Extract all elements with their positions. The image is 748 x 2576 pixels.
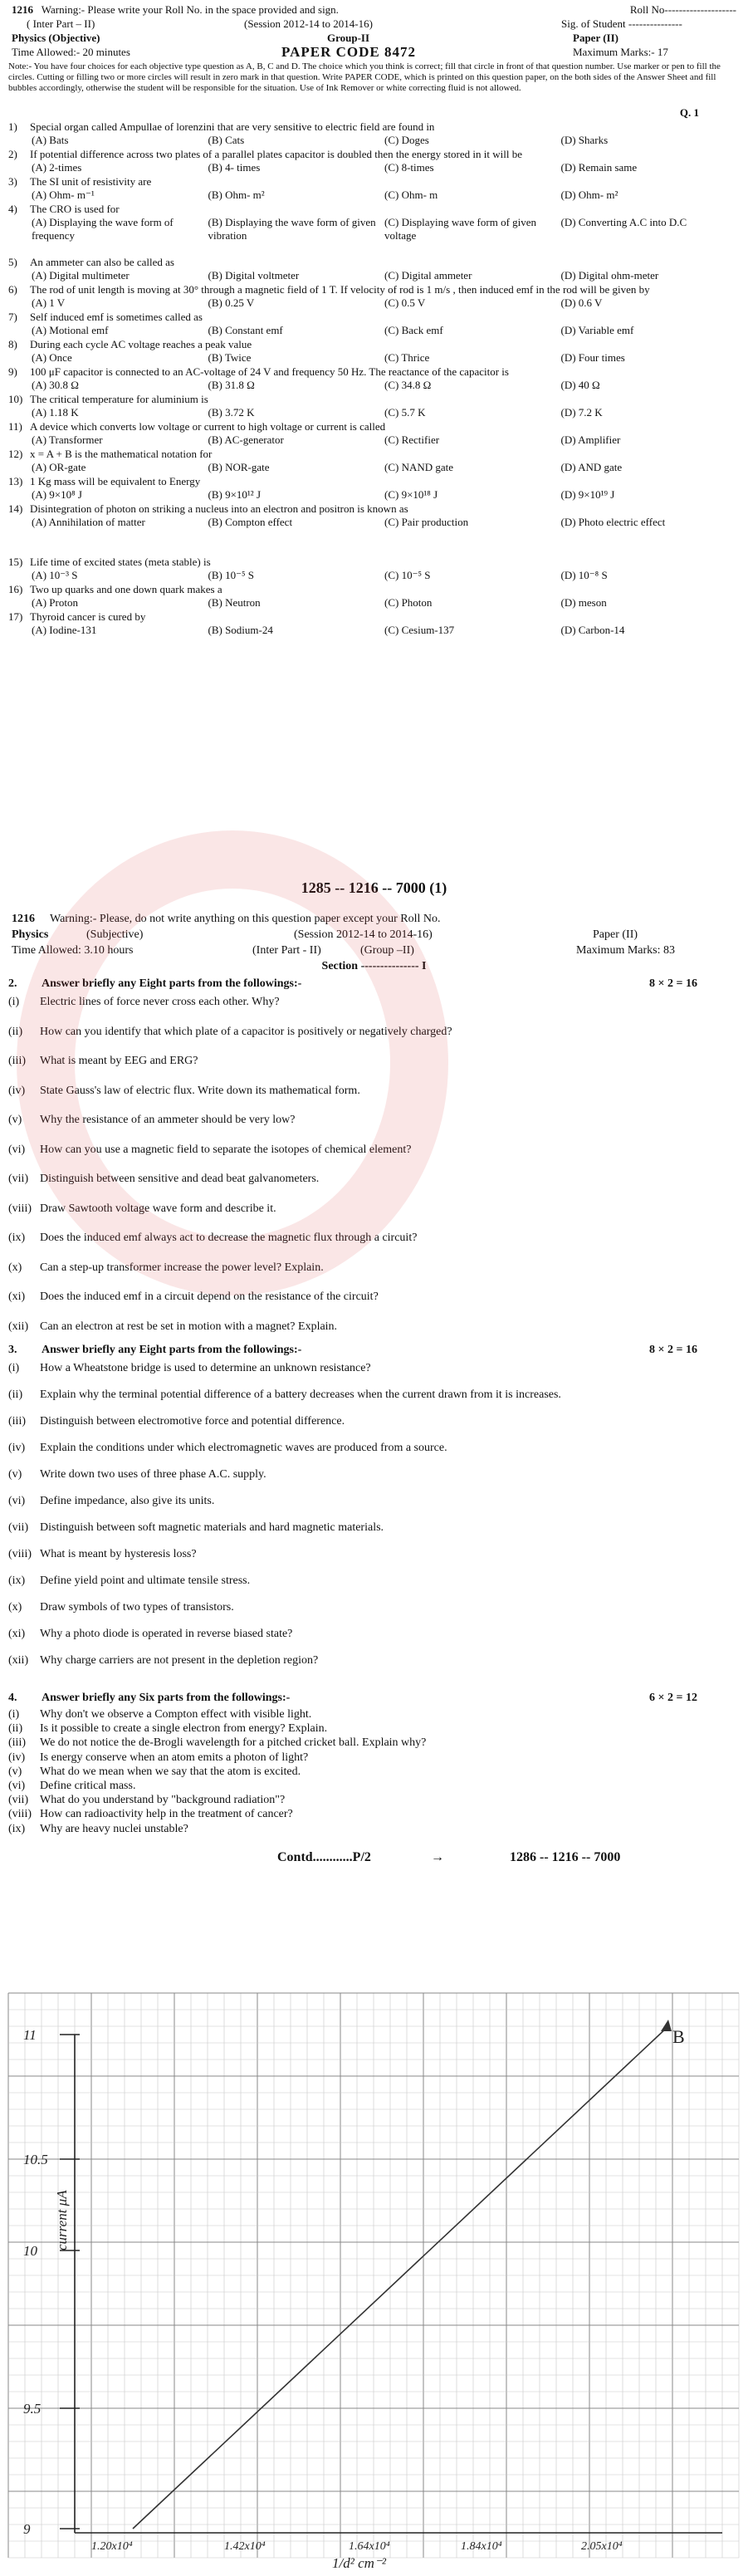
objective-question bbox=[8, 256, 739, 269]
part-number: (x) bbox=[8, 1261, 22, 1274]
question-part bbox=[8, 1721, 739, 1736]
part-text: Why a photo diode is operated in reverse biased state? bbox=[40, 1628, 293, 1640]
question-part bbox=[8, 1707, 739, 1721]
question-3-instruction: Answer briefly any Eight parts from the followings:- bbox=[42, 1344, 302, 1356]
paper2-group: (Group –II) bbox=[360, 944, 414, 957]
part-text: State Gauss's law of electric flux. Write down its mathematical form. bbox=[40, 1084, 360, 1097]
question-part bbox=[8, 1320, 739, 1334]
answer-option: (D) Converting A.C into D.C bbox=[560, 216, 687, 228]
answer-option: (D) Carbon-14 bbox=[560, 624, 625, 636]
question-part bbox=[8, 1574, 739, 1588]
part-number: (ii) bbox=[8, 1025, 23, 1038]
part-number: (v) bbox=[8, 1114, 22, 1126]
answer-option: (D) 9×10¹⁹ J bbox=[560, 488, 615, 501]
question-text: The CRO is used for bbox=[30, 203, 120, 215]
answer-option: (C) Photon bbox=[384, 596, 433, 609]
part-number: (i) bbox=[8, 1708, 20, 1721]
part-number: (iii) bbox=[8, 1415, 26, 1428]
part-number: (xii) bbox=[8, 1654, 29, 1667]
answer-options bbox=[32, 569, 737, 582]
answer-option: (C) Thrice bbox=[384, 351, 430, 364]
answer-option: (D) Digital ohm-meter bbox=[560, 269, 659, 282]
question-4-heading bbox=[8, 1691, 739, 1705]
answer-option: (C) 34.8 Ω bbox=[384, 379, 432, 391]
section-title: Section --------------- I bbox=[321, 960, 427, 972]
question-number: 1) bbox=[8, 120, 17, 133]
x-axis-label: 1/d² cm⁻² bbox=[332, 2555, 386, 2570]
part-text: Does the induced emf always act to decrease the magnetic flux through a circuit? bbox=[40, 1232, 418, 1244]
paper2-paper-label: Paper (II) bbox=[593, 928, 638, 941]
question-text: The critical temperature for aluminium is bbox=[30, 393, 208, 405]
paper2-time: Time Allowed: 3.10 hours bbox=[12, 944, 134, 957]
answer-options bbox=[32, 461, 737, 474]
answer-option: (C) Cesium-137 bbox=[384, 624, 455, 636]
answer-options bbox=[32, 189, 737, 202]
answer-option: (B) AC-generator bbox=[208, 433, 284, 446]
question-number: 4) bbox=[8, 203, 17, 215]
question-part bbox=[8, 1793, 739, 1807]
part-number: (vi) bbox=[8, 1780, 26, 1792]
question-part bbox=[8, 1779, 739, 1793]
answer-option: (C) 8-times bbox=[384, 161, 434, 174]
objective-question bbox=[8, 283, 739, 296]
objective-question bbox=[8, 365, 739, 379]
paper2-subjective: (Subjective) bbox=[86, 928, 144, 941]
question-part bbox=[8, 1290, 739, 1304]
paper2-session: (Session 2012-14 to 2014-16) bbox=[294, 928, 433, 941]
answer-option: (A) Ohm- m⁻¹ bbox=[32, 189, 95, 201]
plot-line bbox=[133, 2026, 668, 2529]
answer-option: (B) Cats bbox=[208, 134, 245, 146]
part-number: (vi) bbox=[8, 1495, 26, 1507]
answer-option: (B) Constant emf bbox=[208, 324, 283, 336]
answer-option: (A) 1.18 K bbox=[32, 406, 79, 419]
answer-option: (A) Transformer bbox=[32, 433, 103, 446]
answer-options bbox=[32, 269, 737, 282]
answer-option: (A) Digital multimeter bbox=[32, 269, 130, 282]
answer-option: (D) 0.6 V bbox=[560, 296, 603, 309]
answer-options bbox=[32, 296, 737, 310]
question-part bbox=[8, 1547, 739, 1561]
answer-options bbox=[32, 379, 737, 392]
answer-option: (C) 9×10¹⁸ J bbox=[384, 488, 438, 501]
paper2-inter-part: (Inter Part - II) bbox=[252, 944, 321, 957]
x-tick-label: 2.05x10⁴ bbox=[581, 2540, 623, 2553]
question-1-label: Q. 1 bbox=[679, 106, 699, 119]
paper-1-footer: 1285 -- 1216 -- 7000 (1) bbox=[301, 879, 447, 896]
part-text: Distinguish between electromotive force and potential difference. bbox=[40, 1415, 345, 1428]
answer-option: (A) Annihilation of matter bbox=[32, 516, 145, 528]
question-part bbox=[8, 1653, 739, 1668]
question-number: 15) bbox=[8, 556, 23, 568]
question-number: 10) bbox=[8, 393, 23, 405]
question-text: 100 μF capacitor is connected to an AC-voltage of 24 V and frequency 50 Hz. The reactance of the capacitor is bbox=[30, 365, 509, 378]
question-text: Self induced emf is sometimes called as bbox=[30, 311, 203, 323]
part-text: Draw symbols of two types of transistors. bbox=[40, 1601, 234, 1614]
question-part bbox=[8, 1441, 739, 1455]
answer-option: (D) Remain same bbox=[560, 161, 638, 174]
question-text: Two up quarks and one down quark makes a bbox=[30, 583, 222, 595]
answer-options bbox=[32, 488, 737, 502]
graph-paper bbox=[0, 1976, 748, 2570]
answer-options bbox=[32, 324, 737, 337]
objective-question bbox=[8, 393, 739, 406]
question-number: 8) bbox=[8, 338, 17, 350]
answer-option: (B) Twice bbox=[208, 351, 252, 364]
answer-option: (C) NAND gate bbox=[384, 461, 454, 473]
answer-option: (A) Proton bbox=[32, 596, 78, 609]
y-axis-label: current μA bbox=[54, 2190, 70, 2250]
y-tick-label: 9 bbox=[23, 2521, 31, 2537]
question-3-number: 3. bbox=[8, 1344, 17, 1356]
question-number: 6) bbox=[8, 283, 17, 296]
part-number: (i) bbox=[8, 1362, 20, 1374]
objective-question bbox=[8, 148, 739, 161]
question-number: 14) bbox=[8, 502, 23, 515]
part-number: (xii) bbox=[8, 1320, 29, 1333]
part-text: Can a step-up transformer increase the power level? Explain. bbox=[40, 1261, 324, 1274]
question-number: 12) bbox=[8, 448, 23, 460]
answer-option: (D) 7.2 K bbox=[560, 406, 603, 419]
part-text: How a Wheatstone bridge is used to determine an unknown resistance? bbox=[40, 1362, 371, 1374]
paper2-subject: Physics bbox=[12, 928, 49, 941]
question-text: Thyroid cancer is cured by bbox=[30, 610, 146, 623]
y-tick-label: 10 bbox=[23, 2243, 37, 2259]
answer-option: (A) Once bbox=[32, 351, 72, 364]
objective-question bbox=[8, 203, 739, 216]
header-row-1 bbox=[12, 3, 736, 17]
answer-option: (C) Doges bbox=[384, 134, 429, 146]
answer-option: (B) NOR-gate bbox=[208, 461, 270, 473]
question-text: Special organ called Ampullae of lorenzini that are very sensitive to electric field are found in bbox=[30, 120, 435, 133]
answer-option: (C) Displaying wave form of given voltage bbox=[384, 216, 537, 242]
part-text: Why don't we observe a Compton effect with visible light. bbox=[40, 1708, 312, 1721]
question-text: During each cycle AC voltage reaches a peak value bbox=[30, 338, 252, 350]
objective-question bbox=[8, 448, 739, 461]
objective-question bbox=[8, 338, 739, 351]
part-number: (iv) bbox=[8, 1084, 26, 1097]
part-number: (vi) bbox=[8, 1143, 26, 1156]
question-number: 2) bbox=[8, 148, 17, 160]
objective-question bbox=[8, 610, 739, 624]
answer-option: (A) Motional emf bbox=[32, 324, 109, 336]
answer-option: (A) Iodine-131 bbox=[32, 624, 97, 636]
answer-option: (A) Displaying the wave form of frequency bbox=[32, 216, 174, 242]
part-number: (x) bbox=[8, 1601, 22, 1614]
answer-option: (C) Back emf bbox=[384, 324, 443, 336]
x-tick-label: 1.20x10⁴ bbox=[91, 2540, 133, 2553]
question-text: The rod of unit length is moving at 30° through a magnetic field of 1 T. If velocity of rod is 1 m/s , then induced emf in the rod will be given by bbox=[30, 283, 650, 296]
question-part bbox=[8, 1414, 739, 1428]
y-tick-label: 10.5 bbox=[23, 2152, 48, 2167]
question-number: 5) bbox=[8, 256, 17, 268]
arrow-icon: → bbox=[431, 1850, 444, 1864]
part-text: Explain the conditions under which electromagnetic waves are produced from a source. bbox=[40, 1442, 447, 1454]
part-text: Define critical mass. bbox=[40, 1780, 136, 1792]
session: (Session 2012-14 to 2014-16) bbox=[244, 17, 373, 30]
question-text: A device which converts low voltage or current to high voltage or current is called bbox=[30, 420, 386, 433]
continued-text: Contd............P/2 bbox=[277, 1850, 371, 1864]
part-number: (i) bbox=[8, 996, 20, 1008]
part-text: What do you understand by "background radiation"? bbox=[40, 1794, 286, 1807]
question-part bbox=[8, 1627, 739, 1641]
part-text: What do we mean when we say that the atom is excited. bbox=[40, 1765, 301, 1778]
watermark-logo bbox=[17, 830, 448, 1295]
part-number: (ix) bbox=[8, 1574, 26, 1587]
answer-option: (B) Neutron bbox=[208, 596, 261, 609]
answer-options bbox=[32, 161, 737, 174]
question-part bbox=[8, 1736, 739, 1750]
question-4-number: 4. bbox=[8, 1692, 17, 1704]
question-number: 13) bbox=[8, 475, 23, 487]
answer-option: (C) 10⁻⁵ S bbox=[384, 569, 431, 581]
question-number: 17) bbox=[8, 610, 23, 623]
objective-question bbox=[8, 583, 739, 596]
answer-options bbox=[32, 406, 737, 419]
answer-option: (D) meson bbox=[560, 596, 607, 609]
question-part bbox=[8, 1751, 739, 1765]
objective-question bbox=[8, 556, 739, 569]
part-number: (iii) bbox=[8, 1055, 26, 1067]
x-tick-label: 1.42x10⁴ bbox=[224, 2540, 266, 2553]
question-part bbox=[8, 1807, 739, 1821]
subject: Physics (Objective) bbox=[12, 32, 100, 44]
group: Group-II bbox=[327, 32, 370, 44]
part-text: What is meant by EEG and ERG? bbox=[40, 1055, 198, 1067]
roll-no-field: Roll No-------------------- bbox=[629, 3, 736, 16]
answer-option: (B) 4- times bbox=[208, 161, 261, 174]
answer-option: (A) 1 V bbox=[32, 296, 66, 309]
question-number: 7) bbox=[8, 311, 17, 323]
question-part bbox=[8, 1765, 739, 1779]
question-part bbox=[8, 1521, 739, 1535]
inter-part: ( Inter Part – II) bbox=[27, 17, 95, 30]
question-number: 9) bbox=[8, 365, 17, 378]
graph-grid bbox=[8, 1993, 739, 2558]
question-number: 16) bbox=[8, 583, 23, 595]
answer-option: (A) 2-times bbox=[32, 161, 82, 174]
question-part bbox=[8, 1361, 739, 1375]
part-number: (ii) bbox=[8, 1722, 23, 1736]
answer-option: (C) 0.5 V bbox=[384, 296, 426, 309]
paper2-warning: Warning:- Please, do not write anything on this question paper except your Roll No. bbox=[50, 913, 441, 925]
paper-number: 1216 bbox=[12, 3, 33, 16]
part-number: (xi) bbox=[8, 1628, 26, 1640]
answer-options bbox=[32, 216, 737, 242]
question-part bbox=[8, 1494, 739, 1508]
answer-options bbox=[32, 516, 737, 529]
part-text: Draw Sawtooth voltage wave form and describe it. bbox=[40, 1202, 276, 1215]
part-text: Is it possible to create a single electron from energy? Explain. bbox=[40, 1722, 328, 1736]
part-number: (vii) bbox=[8, 1521, 29, 1534]
part-text: Distinguish between soft magnetic materials and hard magnetic materials. bbox=[40, 1521, 384, 1534]
answer-option: (B) Digital voltmeter bbox=[208, 269, 300, 282]
answer-options bbox=[32, 624, 737, 637]
question-2-marks: 8 × 2 = 16 bbox=[649, 977, 697, 990]
part-text: Explain why the terminal potential difference of a battery decreases when the current drawn from it is increases. bbox=[40, 1388, 561, 1401]
question-part bbox=[8, 1467, 739, 1481]
answer-option: (D) Ohm- m² bbox=[560, 189, 618, 201]
question-4-marks: 6 × 2 = 12 bbox=[649, 1692, 697, 1704]
paper2-number: 1216 bbox=[12, 913, 35, 925]
question-number: 3) bbox=[8, 175, 17, 188]
part-number: (vii) bbox=[8, 1794, 29, 1807]
answer-option: (D) AND gate bbox=[560, 461, 623, 473]
answer-option: (C) Ohm- m bbox=[384, 189, 438, 201]
objective-question bbox=[8, 475, 739, 488]
part-number: (iv) bbox=[8, 1751, 26, 1764]
arrowhead-icon bbox=[661, 2020, 672, 2031]
answer-options bbox=[32, 433, 737, 447]
part-text: Define impedance, also give its units. bbox=[40, 1495, 215, 1507]
objective-question bbox=[8, 175, 739, 189]
max-marks: Maximum Marks:- 17 bbox=[573, 46, 668, 58]
part-text: Is energy conserve when an atom emits a photon of light? bbox=[40, 1751, 309, 1764]
part-number: (viii) bbox=[8, 1548, 32, 1560]
part-number: (ix) bbox=[8, 1822, 26, 1835]
answer-option: (D) Amplifier bbox=[560, 433, 621, 446]
part-text: Why are heavy nuclei unstable? bbox=[40, 1822, 188, 1835]
question-part bbox=[8, 1388, 739, 1402]
part-text: How can radioactivity help in the treatment of cancer? bbox=[40, 1808, 293, 1821]
answer-option: (B) Compton effect bbox=[208, 516, 293, 528]
answer-options bbox=[32, 596, 737, 610]
instructions-note: Note:- You have four choices for each objective type question as A, B, C and D. The choice which you think is correct; fill that circle in front of that question number. Use marker or pen to fill the circles. Cutting or filling two or more circles will result in zero mark in that question. Write PAPER CODE, which is printed on this question paper, on the both sides of the Answer Sheet and fill bubbles accordingly, otherwise the student will be responsible for the situation. Use of Ink Remover or white correcting fluid is not allowed. bbox=[8, 61, 721, 93]
question-2-instruction: Answer briefly any Eight parts from the followings:- bbox=[42, 977, 302, 990]
question-part bbox=[8, 1600, 739, 1614]
y-tick-labels bbox=[23, 2027, 80, 2537]
answer-option: (A) Bats bbox=[32, 134, 69, 146]
question-text: Disintegration of photon on striking a nucleus into an electron and positron is known as bbox=[30, 502, 408, 515]
answer-option: (C) 5.7 K bbox=[384, 406, 426, 419]
paper-code: PAPER CODE 8472 bbox=[281, 44, 417, 60]
part-text: Define yield point and ultimate tensile stress. bbox=[40, 1574, 251, 1587]
answer-option: (B) Ohm- m² bbox=[208, 189, 265, 201]
x-tick-label: 1.84x10⁴ bbox=[461, 2540, 502, 2553]
question-2-number: 2. bbox=[8, 977, 17, 990]
part-number: (ix) bbox=[8, 1232, 26, 1244]
objective-question bbox=[8, 502, 739, 516]
part-text: We do not notice the de-Brogli wavelength for a pitched cricket ball. Explain why? bbox=[40, 1736, 427, 1750]
part-number: (iii) bbox=[8, 1736, 26, 1750]
part-text: How can you identify that which plate of a capacitor is positively or negatively charged? bbox=[40, 1025, 452, 1038]
warning-text: Warning:- Please write your Roll No. in the space provided and sign. bbox=[41, 3, 339, 16]
question-number: 11) bbox=[8, 420, 22, 433]
question-part bbox=[8, 1822, 739, 1836]
answer-option: (A) OR-gate bbox=[32, 461, 86, 473]
question-part bbox=[8, 1261, 739, 1275]
question-text: If potential difference across two plates of a parallel plates capacitor is doubled then the energy stored in it will be bbox=[30, 148, 522, 160]
answer-options bbox=[32, 134, 737, 147]
objective-question bbox=[8, 420, 739, 433]
question-text: 1 Kg mass will be equivalent to Energy bbox=[30, 475, 201, 487]
time-allowed: Time Allowed:- 20 minutes bbox=[12, 46, 130, 58]
answer-option: (D) Sharks bbox=[560, 134, 609, 146]
answer-option: (D) 10⁻⁸ S bbox=[560, 569, 608, 581]
y-tick-label: 9.5 bbox=[23, 2401, 42, 2417]
objective-question bbox=[8, 311, 739, 324]
answer-option: (C) Rectifier bbox=[384, 433, 440, 446]
paper-2-footer: 1286 -- 1216 -- 7000 bbox=[510, 1850, 621, 1864]
part-text: Does the induced emf in a circuit depend on the resistance of the circuit? bbox=[40, 1290, 379, 1303]
part-number: (viii) bbox=[8, 1808, 32, 1821]
question-text: Life time of excited states (meta stable) is bbox=[30, 556, 211, 568]
answer-option: (D) Four times bbox=[560, 351, 625, 364]
question-text: x = A + B is the mathematical notation for bbox=[30, 448, 213, 460]
answer-option: (A) 9×10⁸ J bbox=[32, 488, 82, 501]
signature-field: Sig. of Student --------------- bbox=[561, 17, 682, 30]
question-4-instruction: Answer briefly any Six parts from the followings:- bbox=[42, 1692, 291, 1704]
part-number: (v) bbox=[8, 1468, 22, 1481]
answer-option: (D) Variable emf bbox=[560, 324, 634, 336]
answer-option: (D) Photo electric effect bbox=[560, 516, 666, 528]
answer-option: (B) 10⁻⁵ S bbox=[208, 569, 254, 581]
part-text: Can an electron at rest be set in motion with a magnet? Explain. bbox=[40, 1320, 338, 1333]
answer-option: (A) 30.8 Ω bbox=[32, 379, 79, 391]
paper-label: Paper (II) bbox=[573, 32, 619, 44]
question-3-marks: 8 × 2 = 16 bbox=[649, 1344, 697, 1356]
y-tick-label: 11 bbox=[23, 2027, 37, 2043]
part-number: (viii) bbox=[8, 1202, 32, 1215]
part-text: Electric lines of force never cross each other. Why? bbox=[40, 996, 280, 1008]
question-text: The SI unit of resistivity are bbox=[30, 175, 152, 188]
answer-option: (B) Displaying the wave form of given vibration bbox=[208, 216, 376, 242]
part-number: (v) bbox=[8, 1765, 22, 1778]
answer-option: (B) Sodium-24 bbox=[208, 624, 273, 636]
part-number: (ii) bbox=[8, 1388, 23, 1401]
part-text: Distinguish between sensitive and dead beat galvanometers. bbox=[40, 1173, 320, 1185]
part-text: Write down two uses of three phase A.C. supply. bbox=[40, 1468, 266, 1481]
x-tick-labels bbox=[91, 2540, 623, 2553]
part-number: (xi) bbox=[8, 1290, 26, 1303]
answer-option: (A) 10⁻³ S bbox=[32, 569, 78, 581]
part-text: What is meant by hysteresis loss? bbox=[40, 1548, 197, 1560]
x-tick-label: 1.64x10⁴ bbox=[349, 2540, 390, 2553]
part-number: (vii) bbox=[8, 1173, 29, 1185]
answer-option: (C) Pair production bbox=[384, 516, 469, 528]
answer-option: (B) 0.25 V bbox=[208, 296, 255, 309]
question-text: An ammeter can also be called as bbox=[30, 256, 174, 268]
part-text: Why charge carriers are not present in the depletion region? bbox=[40, 1654, 319, 1667]
part-number: (iv) bbox=[8, 1442, 26, 1454]
answer-option: (D) 40 Ω bbox=[560, 379, 600, 391]
answer-option: (C) Digital ammeter bbox=[384, 269, 472, 282]
corner-mark: B bbox=[672, 2026, 685, 2047]
part-text: Why the resistance of an ammeter should be very low? bbox=[40, 1114, 296, 1126]
answer-option: (B) 9×10¹² J bbox=[208, 488, 262, 501]
answer-option: (B) 31.8 Ω bbox=[208, 379, 255, 391]
answer-option: (B) 3.72 K bbox=[208, 406, 255, 419]
paper2-max-marks: Maximum Marks: 83 bbox=[576, 944, 675, 957]
objective-question bbox=[8, 120, 739, 134]
question-3-heading bbox=[8, 1343, 739, 1357]
answer-options bbox=[32, 351, 737, 365]
part-text: How can you use a magnetic field to separate the isotopes of chemical element? bbox=[40, 1143, 412, 1156]
